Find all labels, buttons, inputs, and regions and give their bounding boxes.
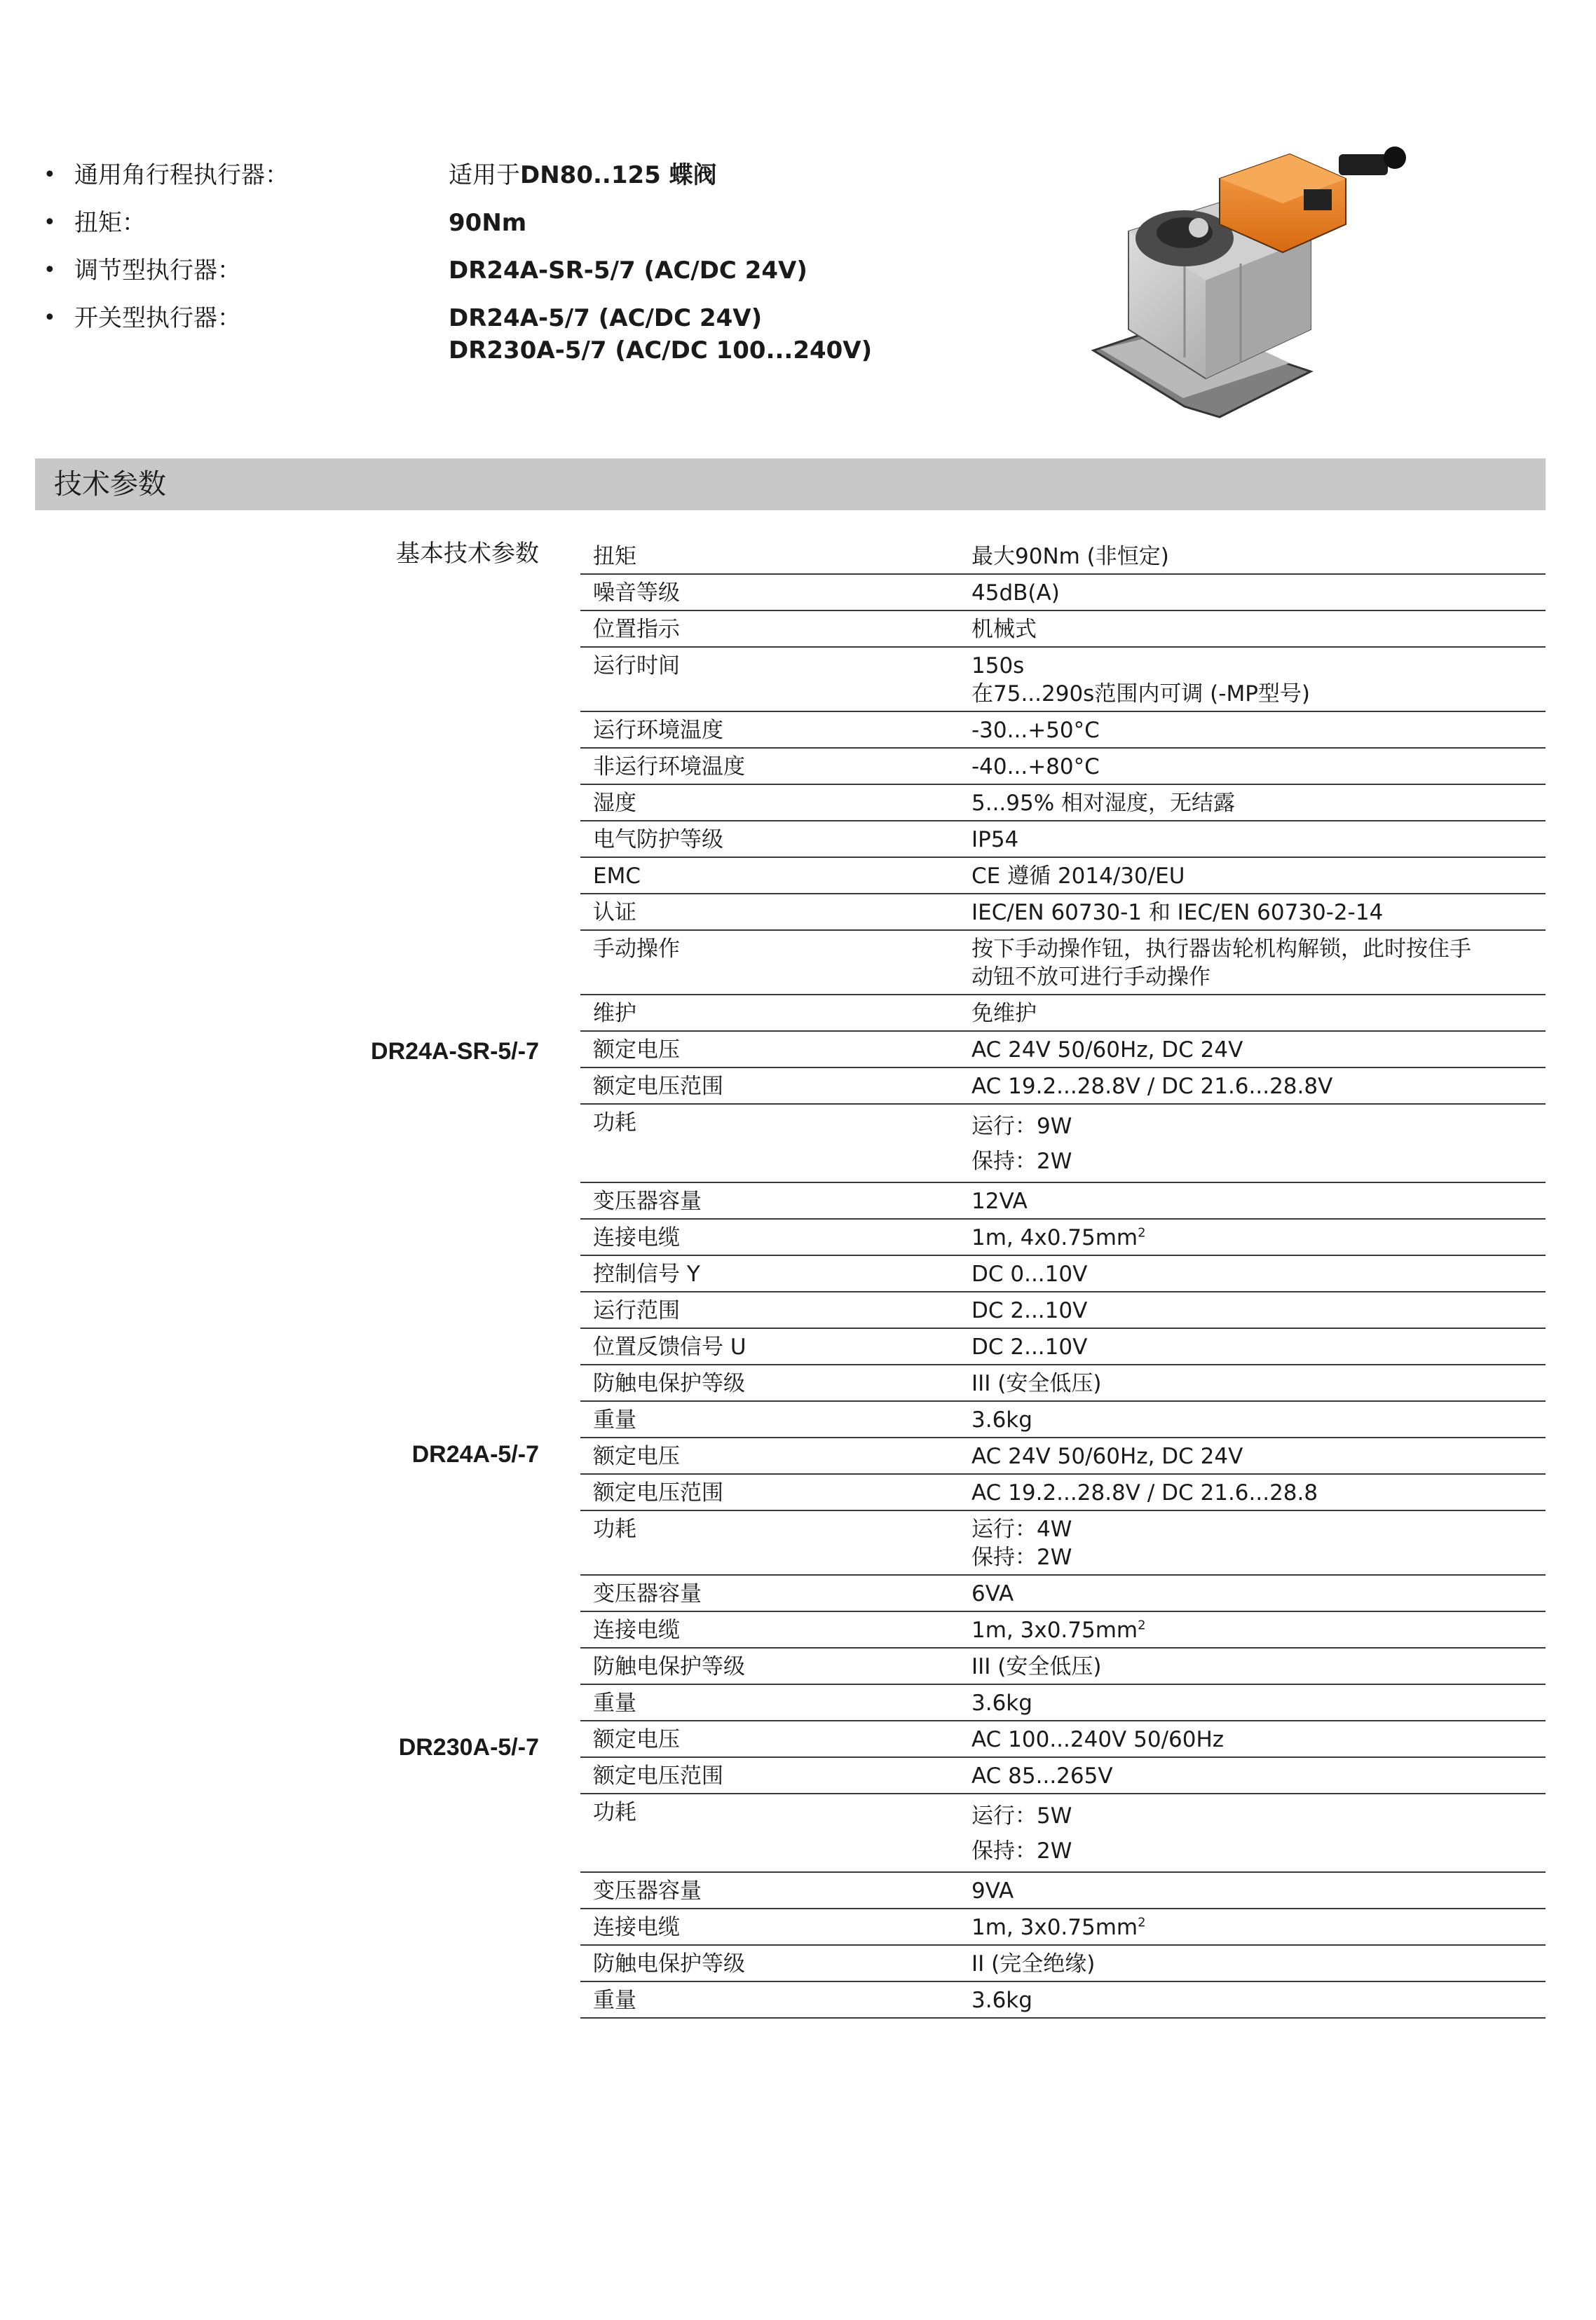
- param-value: AC 100...240V 50/60Hz: [971, 1727, 1225, 1752]
- table-row: [580, 749, 1546, 785]
- table-row: [580, 1649, 1546, 1685]
- param-value: 运行：4W 保持：2W: [971, 1517, 1072, 1570]
- param-name: 噪音等级: [593, 580, 680, 606]
- table-row: [580, 931, 1546, 995]
- param-name: 手动操作: [593, 936, 680, 962]
- table-row: [580, 538, 1546, 575]
- param-name: 变压器容量: [593, 1189, 702, 1214]
- param-value: -30...+50°C: [971, 718, 1100, 743]
- param-value: 运行：5W 保持：2W: [971, 1803, 1072, 1864]
- table-row: [580, 894, 1546, 931]
- param-name: 防触电保护等级: [593, 1951, 745, 1977]
- param-value: 按下手动操作钮，执行器齿轮机构解锁，此时按住手 动钮不放可进行手动操作: [971, 936, 1471, 990]
- param-name: 额定电压范围: [593, 1074, 723, 1099]
- param-value: 1m, $3x0.75mm^2$: [971, 1915, 1146, 1940]
- param-value: IP54: [971, 827, 1019, 852]
- table-row: [580, 995, 1546, 1032]
- bullet-icon: •: [43, 258, 56, 282]
- param-name: 功耗: [593, 1517, 636, 1542]
- table-row: [580, 1329, 1546, 1365]
- group-label-dr230a: DR230A-5/-7: [398, 1734, 539, 1761]
- table-row: [580, 712, 1546, 749]
- table-row: [580, 648, 1546, 712]
- table-row: [580, 1576, 1546, 1612]
- table-row: [580, 821, 1546, 858]
- intro-value: DR24A-5/7 (AC/DC 24V) DR230A-5/7 (AC/DC 100...240V): [449, 304, 873, 364]
- param-name: 额定电压: [593, 1037, 680, 1063]
- table-row: [580, 1758, 1546, 1794]
- intro-label: 通用角行程执行器：: [74, 161, 289, 189]
- param-name: 运行时间: [593, 653, 680, 678]
- param-name: 重量: [593, 1988, 636, 2013]
- param-name: 电气防护等级: [593, 827, 723, 852]
- param-name: 防触电保护等级: [593, 1371, 745, 1396]
- table-row: [580, 858, 1546, 894]
- param-name: 湿度: [593, 791, 636, 816]
- param-name: 非运行环境温度: [593, 754, 745, 779]
- intro-value: 适用于DN80..125 蝶阀: [449, 161, 717, 189]
- param-value: 3.6kg: [971, 1407, 1032, 1433]
- param-name: 重量: [593, 1407, 636, 1433]
- intro-label: 扭矩：: [74, 209, 146, 237]
- intro-label: 调节型执行器：: [74, 257, 241, 285]
- param-value: 1m, $3x0.75mm^2$: [971, 1618, 1146, 1643]
- param-name: 控制信号 Y: [593, 1262, 700, 1287]
- table-row: [580, 1220, 1546, 1256]
- param-value: AC 24V 50/60Hz, DC 24V: [971, 1037, 1243, 1063]
- section-header: [35, 458, 1546, 510]
- param-name: 认证: [593, 900, 636, 925]
- param-name: 位置指示: [593, 617, 680, 642]
- param-name: 变压器容量: [593, 1878, 702, 1904]
- actuator-product-image: [1079, 140, 1444, 442]
- table-row: [580, 1105, 1546, 1183]
- param-value: 12VA: [971, 1189, 1028, 1214]
- param-value: -40...+80°C: [971, 754, 1100, 779]
- param-value: 150s 在75...290s范围内可调 (-MP型号): [971, 653, 1310, 707]
- param-value: 最大90Nm (非恒定): [971, 544, 1169, 569]
- param-name: 功耗: [593, 1110, 636, 1135]
- intro-item: [43, 247, 872, 294]
- param-value: IEC/EN 60730-1 和 IEC/EN 60730-2-14: [971, 900, 1384, 925]
- param-name: 额定电压范围: [593, 1480, 723, 1506]
- intro-list: [43, 151, 872, 367]
- param-name: 功耗: [593, 1800, 636, 1825]
- param-name: 位置反馈信号 U: [593, 1335, 746, 1360]
- param-name: 防触电保护等级: [593, 1654, 745, 1679]
- table-row: [580, 575, 1546, 611]
- bullet-icon: •: [43, 306, 56, 330]
- param-value: III (安全低压): [971, 1371, 1102, 1396]
- param-value: DC 2...10V: [971, 1298, 1088, 1323]
- table-row: [580, 1438, 1546, 1475]
- table-row: [580, 1183, 1546, 1220]
- param-name: 额定电压: [593, 1727, 680, 1752]
- table-row: [580, 1475, 1546, 1511]
- table-row: [580, 1794, 1546, 1873]
- param-value: 3.6kg: [971, 1691, 1032, 1716]
- group-label-basic: 基本技术参数: [396, 540, 539, 568]
- param-value: AC 24V 50/60Hz, DC 24V: [971, 1444, 1243, 1469]
- intro-item: [43, 151, 872, 199]
- param-value: 9VA: [971, 1878, 1014, 1904]
- intro-label: 开关型执行器：: [74, 304, 241, 332]
- param-name: 连接电缆: [593, 1915, 680, 1940]
- table-row: [580, 1511, 1546, 1576]
- param-name: 运行范围: [593, 1298, 680, 1323]
- table-row: [580, 1402, 1546, 1438]
- param-value: DC 0...10V: [971, 1262, 1088, 1287]
- table-row: [580, 1982, 1546, 2019]
- table-row: [580, 1032, 1546, 1068]
- param-name: 重量: [593, 1691, 636, 1716]
- param-value: AC 85...265V: [971, 1763, 1113, 1789]
- table-row: [580, 611, 1546, 648]
- table-row: [580, 1873, 1546, 1909]
- bullet-icon: •: [43, 163, 56, 187]
- group-label-dr24a-sr: DR24A-SR-5/-7: [371, 1038, 539, 1065]
- param-value: 3.6kg: [971, 1988, 1032, 2013]
- param-name: 额定电压范围: [593, 1763, 723, 1789]
- param-name: 连接电缆: [593, 1225, 680, 1250]
- table-row: [580, 1946, 1546, 1982]
- param-value: CE 遵循 2014/30/EU: [971, 864, 1185, 889]
- param-value: AC 19.2...28.8V / DC 21.6...28.8: [971, 1480, 1318, 1506]
- param-value: 1m, $4x0.75mm^2$: [971, 1225, 1146, 1250]
- param-value: 机械式: [971, 617, 1037, 642]
- intro-value: DR24A-SR-5/7 (AC/DC 24V): [449, 257, 807, 285]
- intro-item: [43, 294, 872, 367]
- param-name: 变压器容量: [593, 1581, 702, 1606]
- param-name: 连接电缆: [593, 1618, 680, 1643]
- param-value: III (安全低压): [971, 1654, 1102, 1679]
- param-value: 5...95% 相对湿度，无结露: [971, 791, 1236, 816]
- table-row: [580, 1685, 1546, 1721]
- param-name: 运行环境温度: [593, 718, 723, 743]
- param-value: DC 2...10V: [971, 1335, 1088, 1360]
- intro-item: [43, 199, 872, 247]
- section-title: 技术参数: [54, 468, 166, 500]
- param-value: 45dB(A): [971, 580, 1060, 606]
- param-name: 额定电压: [593, 1444, 680, 1469]
- table-row: [580, 785, 1546, 821]
- spec-table: [580, 538, 1546, 2019]
- param-value: AC 19.2...28.8V / DC 21.6...28.8V: [971, 1074, 1333, 1099]
- table-row: [580, 1612, 1546, 1649]
- param-name: 扭矩: [593, 544, 636, 569]
- table-row: [580, 1721, 1546, 1758]
- param-name: 维护: [593, 1001, 636, 1026]
- param-name: EMC: [593, 864, 641, 889]
- intro-value: 90Nm: [449, 209, 527, 237]
- table-row: [580, 1292, 1546, 1329]
- bullet-icon: •: [43, 210, 56, 235]
- param-value: 免维护: [971, 1001, 1037, 1026]
- group-label-dr24a: DR24A-5/-7: [411, 1441, 539, 1468]
- table-row: [580, 1068, 1546, 1105]
- param-value: 6VA: [971, 1581, 1014, 1606]
- param-value: 运行：9W 保持：2W: [971, 1114, 1072, 1174]
- table-row: [580, 1909, 1546, 1946]
- table-row: [580, 1256, 1546, 1292]
- table-row: [580, 1365, 1546, 1402]
- param-value: II (完全绝缘): [971, 1951, 1096, 1977]
